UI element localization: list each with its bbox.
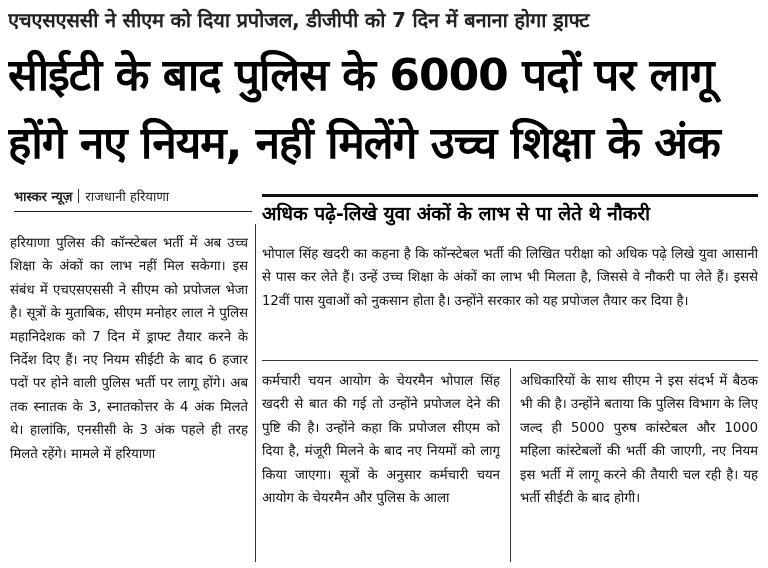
article-column-wide [262,243,758,351]
section-divider [262,360,758,361]
byline [14,187,169,209]
column-divider [255,224,256,562]
article-paragraph: अधिकारियों के साथ सीएम ने इस संदर्भ में बैठक भी की है। उन्होंने बताया कि पुलिस विभाग के लिए जल्द ही 5000 पुरुष कांस्टेबल और 1000 महिला कांस्टेबलों की भर्ती की जाएगी, नए नियम इस भर्ती में लागू करने की तैयारी चल रही है। यह भर्ती सीईटी के बाद होगी। [520,374,758,507]
article-column-right [520,370,758,560]
kicker-line: एचएसएससी ने सीएम को दिया प्रपोजल, डीजीपी को 7 दिन में बनाना होगा ड्राफ्ट [8,8,590,32]
article-paragraph: भोपाल सिंह खदरी का कहना है कि कॉन्स्टेबल भर्ती की लिखित परीक्षा को अधिक पढ़े लिखे युवा आसानी से पास कर लेते हैं। उन्हें उच्च शिक्षा के अंकों का लाभ भी मिलता है, जिससे वे नौकरी पा लेते हैं। इससे 12वीं पास युवाओं को नुकसान होता है। उन्होंने सरकार को यह प्रपोजल तैयार कर दिया है। [262,247,758,309]
subhead: अधिक पढ़े-लिखे युवा अंकों के लाभ से पा लेते थे नौकरी [262,203,651,225]
byline-rule [14,211,252,212]
article-column-left [10,232,248,562]
headline-line-2: होंगे नए नियम, नहीं मिलेंगे उच्च शिक्षा के अंक [8,118,720,169]
byline-source: भास्कर न्यूज़ [14,190,73,205]
column-divider [510,368,511,562]
article-paragraph: कर्मचारी चयन आयोग के चेयरमैन भोपाल सिंह खदरी से बात की गई तो उन्होंने प्रपोजल देने की पुष्टि की है। उन्होंने कहा कि प्रपोजल सीएम को दिया है, मंजूरी मिलने के बाद नए नियमों को लागू किया जाएगा। सूत्रों के अनुसार कर्मचारी चयन आयोग के चेयरमैन और पुलिस के आला [262,374,500,507]
article-column-middle [262,370,500,560]
byline-separator [78,189,79,203]
subhead-bar [262,194,758,197]
byline-location: राजधानी हरियाणा [85,190,170,205]
headline-line-1: सीईटी के बाद पुलिस के 6000 पदों पर लागू [8,50,714,101]
article-paragraph: हरियाणा पुलिस की कॉन्स्टेबल भर्ती में अब उच्च शिक्षा के अंकों का लाभ नहीं मिल सकेगा। इस संबंध में एचएसएससी ने सीएम को प्रपोजल भेजा है। सूत्रों के मुताबिक, सीएम मनोहर लाल ने पुलिस महानिदेशक को 7 दिन में ड्राफ्ट तैयार करने के निर्देश दिए हैं। नए नियम सीईटी के बाद 6 हजार पदों पर होने वाली पुलिस भर्ती पर लागू होंगे। अब तक स्नातक के 3, स्नातकोत्तर के 4 अंक मिलते थे। हालांकि, एनसीसी के 3 अंक पहले ही तरह मिलते रहेंगे। मामले में हरियाणा [10,236,248,462]
